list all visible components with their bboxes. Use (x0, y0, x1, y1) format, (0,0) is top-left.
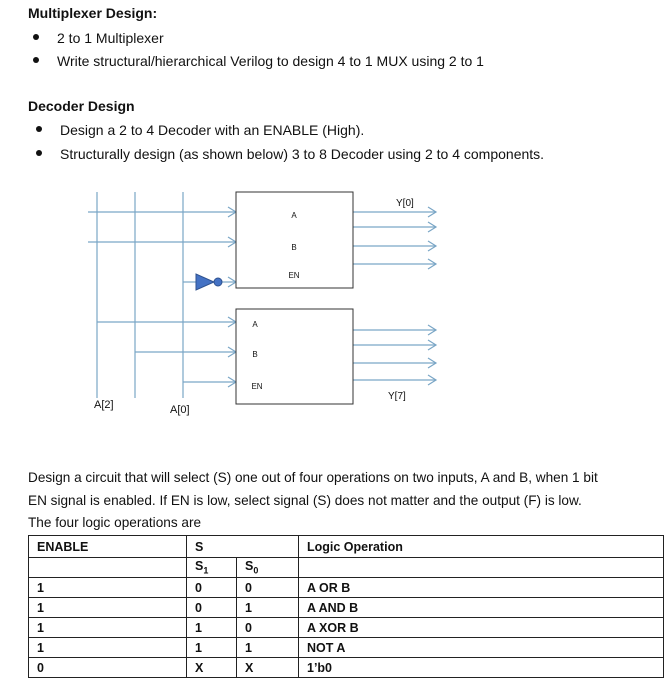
s1-subscript: 1 (203, 565, 209, 576)
y7-label: Y[7] (388, 391, 406, 402)
table-row (29, 658, 664, 678)
bottom-block-b-label: B (252, 350, 258, 359)
table-row (29, 618, 664, 638)
s0-subscript: 0 (253, 565, 259, 576)
description-line-2: EN signal is enabled. If EN is low, select signal (S) does not matter and the output (F) is low. (28, 493, 582, 508)
cell-enable: 1 (29, 618, 187, 638)
cell-s1: 1 (187, 638, 237, 658)
cell-enable: 1 (29, 638, 187, 658)
subheader-s0 (237, 558, 299, 578)
table-row (29, 578, 664, 598)
cell-s1: 0 (187, 578, 237, 598)
table-row (29, 598, 664, 618)
cell-s0: 1 (237, 598, 299, 618)
table-subheader-row (29, 558, 664, 578)
cell-enable: 1 (29, 598, 187, 618)
top-block-a-label: A (291, 211, 297, 220)
subheader-empty (299, 558, 664, 578)
inverter-icon (196, 274, 222, 290)
mux-bullet-2-text: Write structural/hierarchical Verilog to design 4 to 1 MUX using 2 to 1 (57, 53, 484, 69)
header-logic-operation: Logic Operation (299, 536, 664, 558)
operations-table (28, 535, 664, 678)
cell-operation: A OR B (299, 578, 664, 598)
cell-enable: 1 (29, 578, 187, 598)
cell-operation: NOT A (299, 638, 664, 658)
cell-s0: 1 (237, 638, 299, 658)
description-line-1: Design a circuit that will select (S) one out of four operations on two inputs, A and B, when 1 bit (28, 470, 598, 485)
top-block-b-label: B (291, 243, 297, 252)
top-block-en-label: EN (288, 271, 300, 280)
header-enable: ENABLE (29, 536, 187, 558)
cell-enable: 0 (29, 658, 187, 678)
a0-label: A[0] (170, 404, 190, 416)
cell-s0: 0 (237, 618, 299, 638)
bottom-block-en-label: EN (251, 382, 263, 391)
cell-operation: 1’b0 (299, 658, 664, 678)
mux-bullet-1-text: 2 to 1 Multiplexer (57, 30, 164, 46)
header-s: S (187, 536, 299, 558)
cell-operation: A XOR B (299, 618, 664, 638)
s0-letter: S (245, 559, 254, 574)
y0-label: Y[0] (396, 198, 414, 209)
bottom-block-a-label: A (252, 320, 258, 329)
table-header-row (29, 536, 664, 558)
subheader-empty (29, 558, 187, 578)
table-row (29, 638, 664, 658)
cell-s1: 0 (187, 598, 237, 618)
mux-heading: Multiplexer Design: (28, 5, 158, 21)
subheader-s1 (187, 558, 237, 578)
cell-s1: 1 (187, 618, 237, 638)
cell-operation: A AND B (299, 598, 664, 618)
s1-letter: S (195, 559, 204, 574)
a2-label: A[2] (94, 399, 114, 411)
description-line-3: The four logic operations are (28, 515, 202, 530)
cell-s0: X (237, 658, 299, 678)
decoder-bullet-1-text: Design a 2 to 4 Decoder with an ENABLE (High). (60, 122, 365, 138)
cell-s0: 0 (237, 578, 299, 598)
cell-s1: X (187, 658, 237, 678)
decoder-heading: Decoder Design (28, 98, 135, 114)
decoder-bullet-2-text: Structurally design (as shown below) 3 to 8 Decoder using 2 to 4 components. (60, 146, 545, 162)
